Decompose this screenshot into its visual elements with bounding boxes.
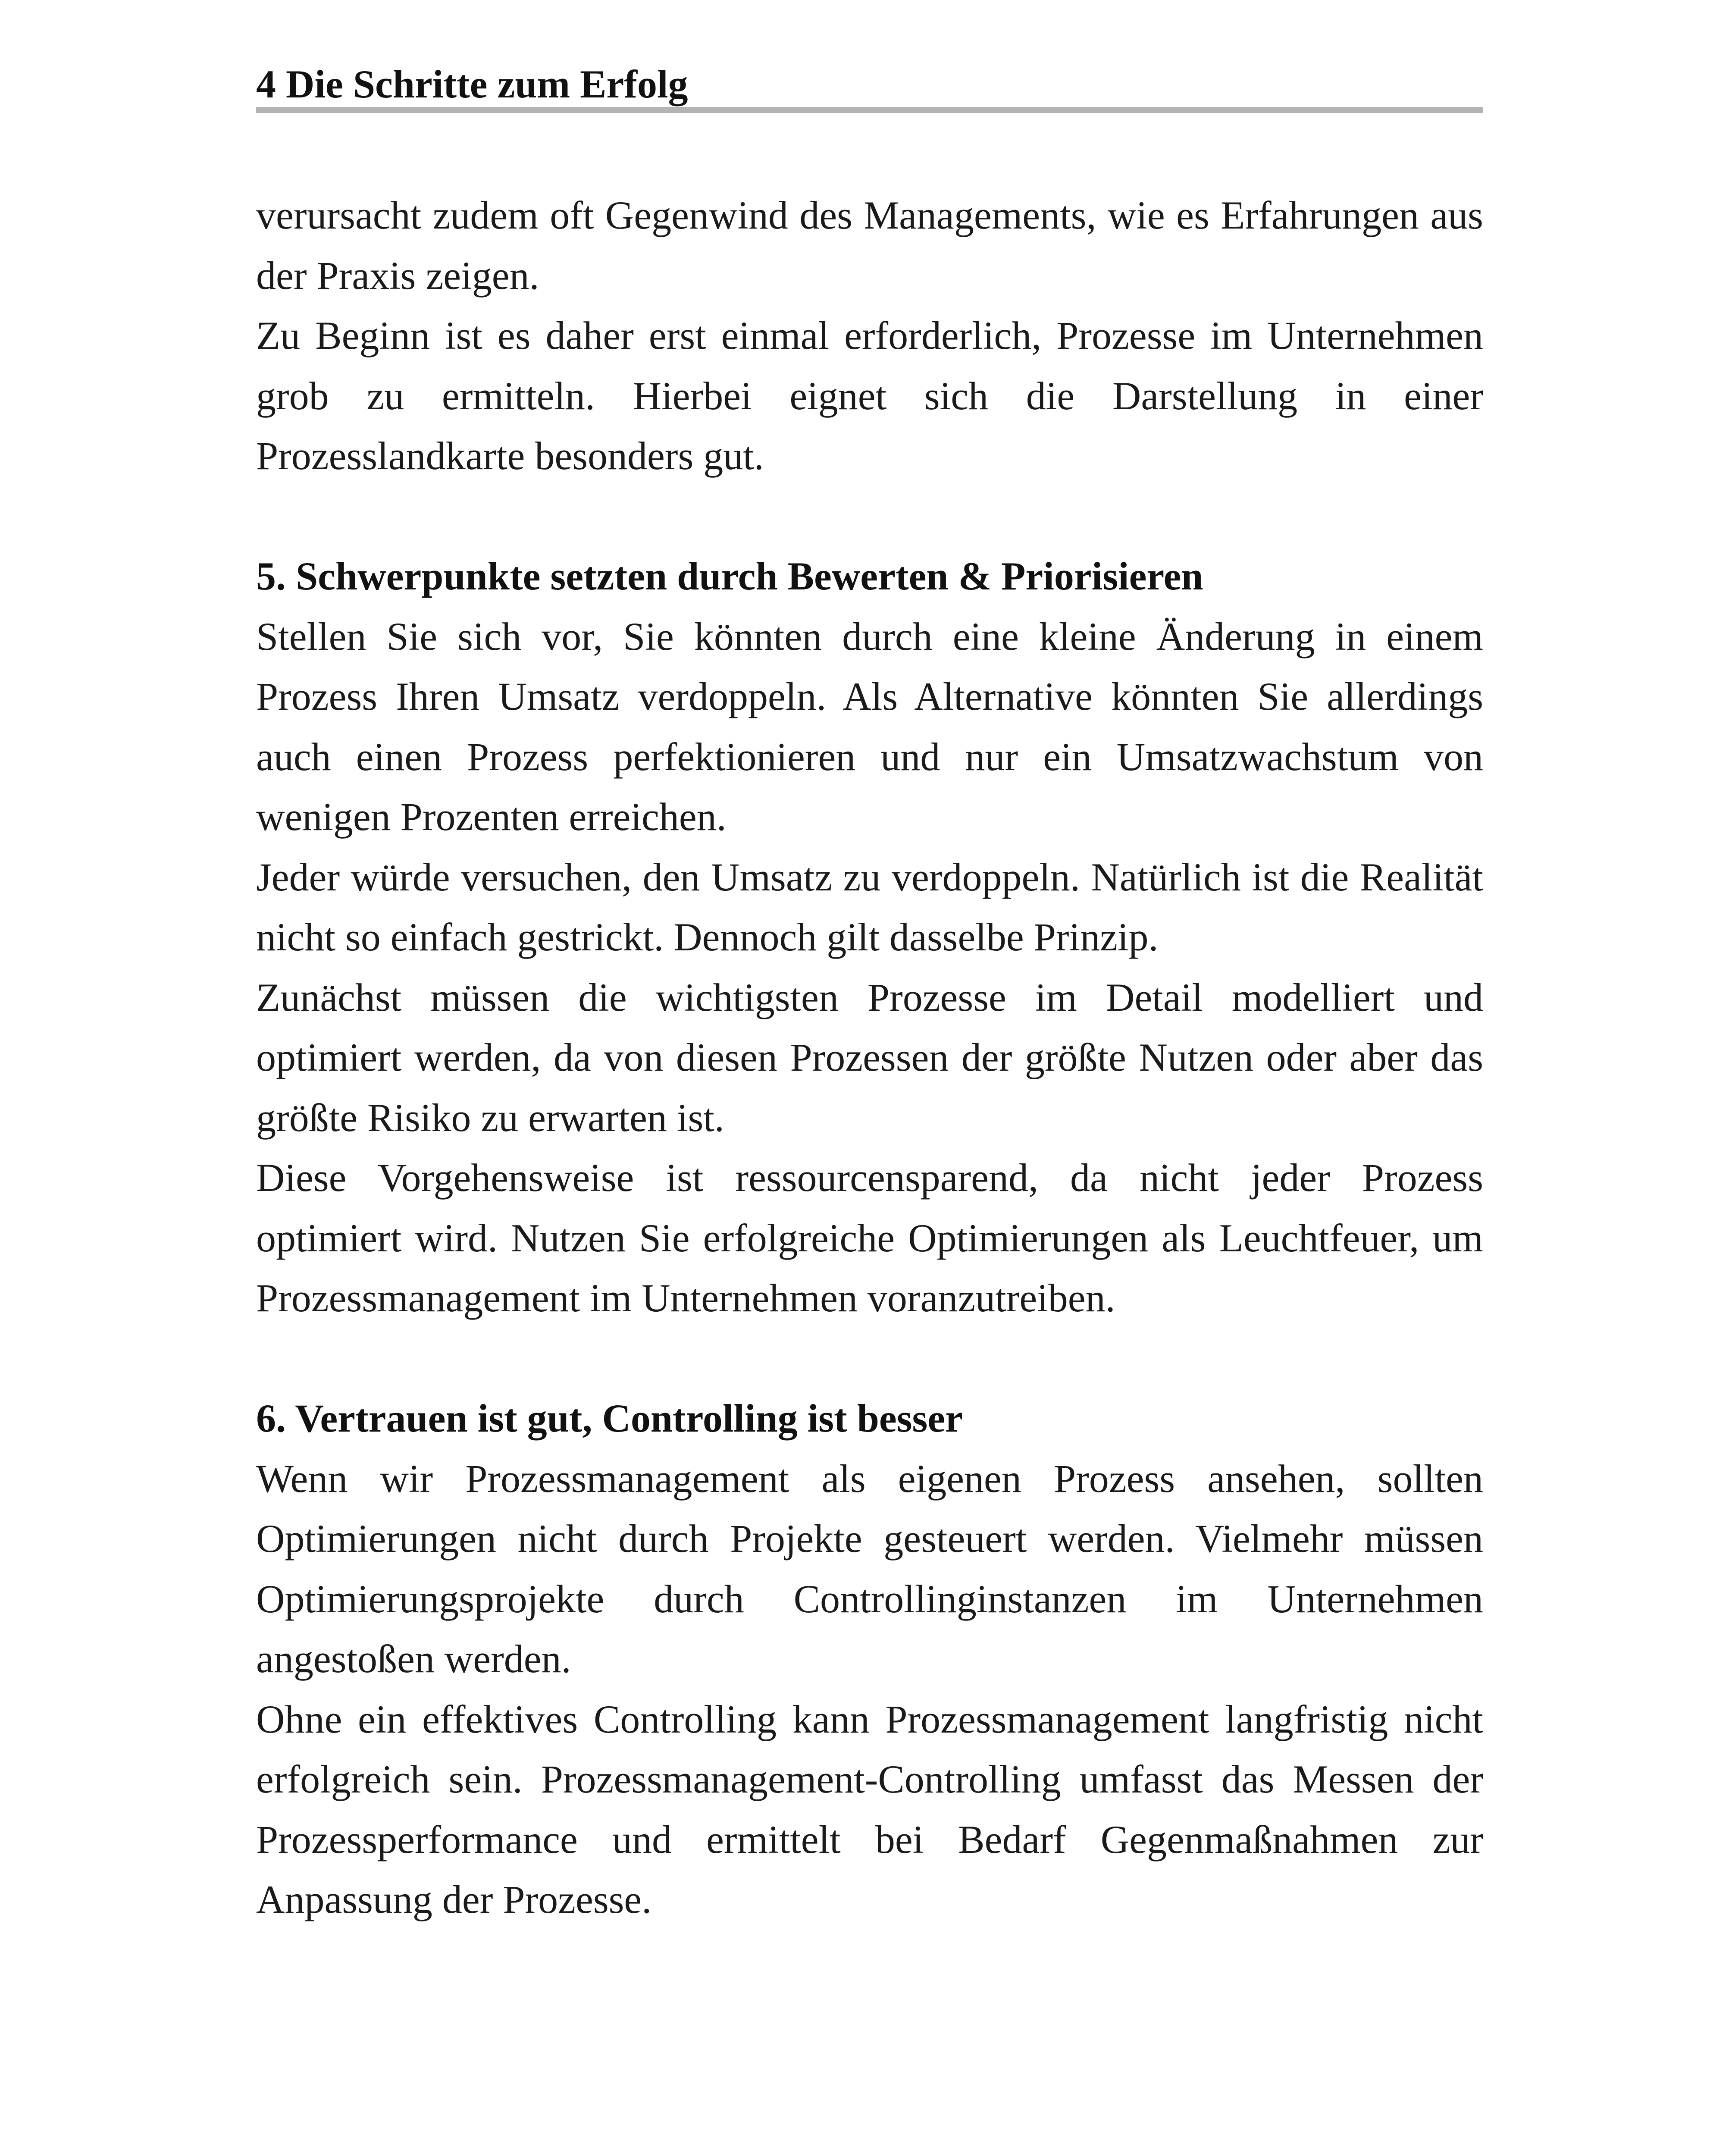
- paragraph: verursacht zudem oft Gegenwind des Managements, wie es Erfahrungen aus der Praxis zeigen.: [256, 193, 1483, 298]
- paragraph: Wenn wir Prozessmanagement als eigenen Prozess ansehen, sollten Optimierungen nicht durch Projekte gesteuert werden. Vielmehr müssen Optimierungsprojekte durch Controllinginstanzen im Unternehmen angestoßen werden.: [256, 1456, 1483, 1681]
- paragraph: Zu Beginn ist es daher erst einmal erforderlich, Prozesse im Unternehmen grob zu ermitteln. Hierbei eignet sich die Darstellung in einer Prozesslandkarte besonders gut.: [256, 313, 1483, 478]
- paragraph: Zunächst müssen die wichtigsten Prozesse im Detail modelliert und optimiert werden, da von diesen Prozessen der größte Nutzen oder aber das größte Risiko zu erwarten ist.: [256, 975, 1483, 1140]
- paragraph: Ohne ein effektives Controlling kann Prozessmanagement langfristig nicht erfolgreich sein. Prozessmanagement-Controlling umfasst das Messen der Prozessperformance und ermittelt bei Bedarf Gegenmaßnahmen zur Anpassung der Prozesse.: [256, 1697, 1483, 1921]
- section-heading-5: 5. Schwerpunkte setzten durch Bewerten & Priorisieren: [256, 554, 1203, 598]
- paragraph: Jeder würde versuchen, den Umsatz zu verdoppeln. Natürlich ist die Realität nicht so einfach gestrickt. Dennoch gilt dasselbe Prinzip.: [256, 855, 1483, 959]
- paragraph: Stellen Sie sich vor, Sie könnten durch eine kleine Änderung in einem Prozess Ihren Umsatz verdoppeln. Als Alternative könnten Sie allerdings auch einen Prozess perfektionieren und nur ein Umsatzwachstum von wenigen Prozenten erreichen.: [256, 614, 1483, 839]
- body-text: [256, 185, 1483, 1930]
- running-header: 4 Die Schritte zum Erfolg: [256, 62, 688, 106]
- section-heading-6: 6. Vertrauen ist gut, Controlling ist besser: [256, 1396, 963, 1440]
- paragraph: Diese Vorgehensweise ist ressourcensparend, da nicht jeder Prozess optimiert wird. Nutzen Sie erfolgreiche Optimierungen als Leuchtfeuer, um Prozessmanagement im Unternehmen voranzutreiben.: [256, 1156, 1483, 1320]
- header-rule: [256, 107, 1483, 113]
